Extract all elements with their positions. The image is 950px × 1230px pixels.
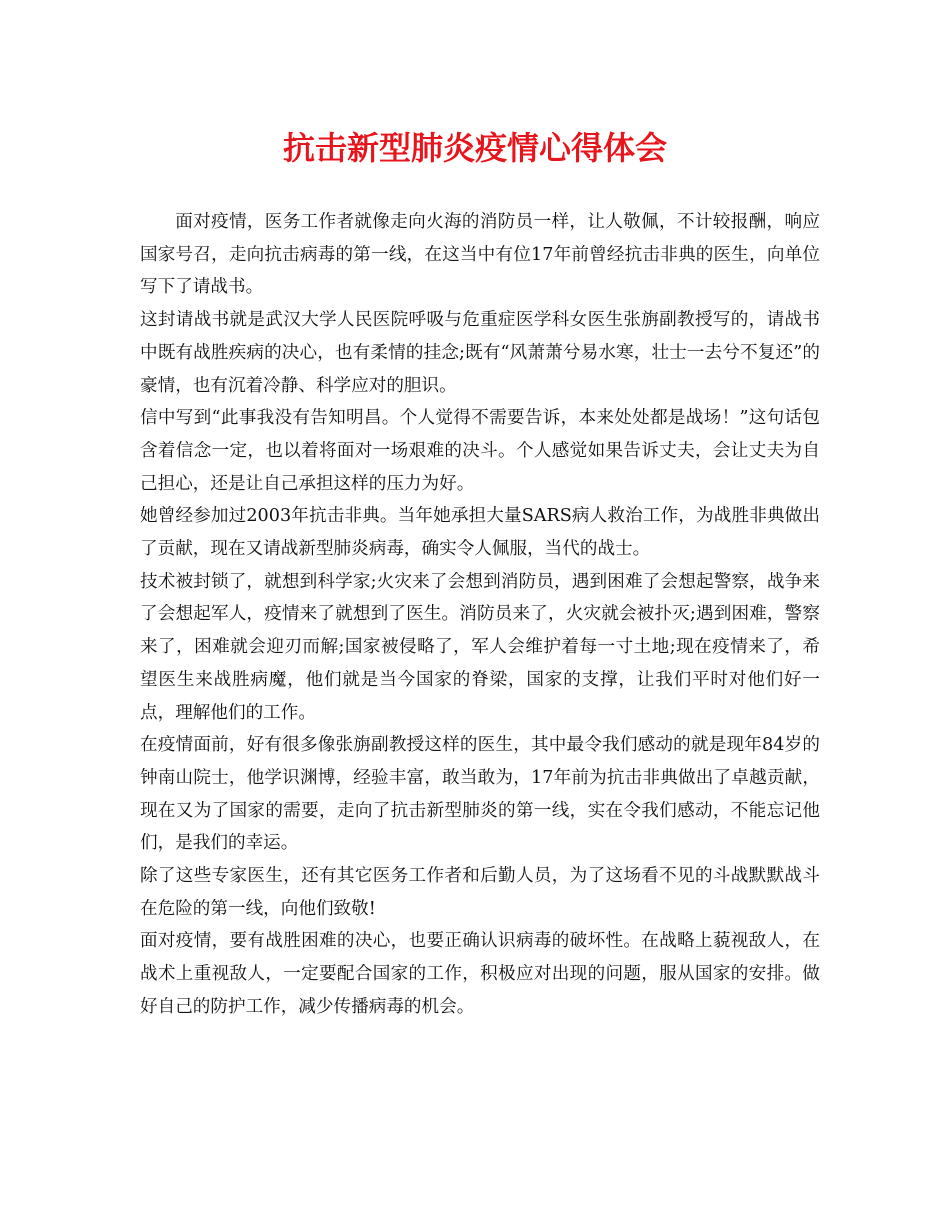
paragraph-2: 这封请战书就是武汉大学人民医院呼吸与危重症医学科女医生张旃副教授写的，请战书中既有战胜疾病的决心，也有柔情的挂念;既有“风萧萧兮易水寒，壮士一去兮不复还”的豪情，也有沉着冷静、科学应对的胆识。	[140, 310, 820, 396]
paragraph-6: 在疫情面前，好有很多像张旃副教授这样的医生，其中最令我们感动的就是现年84岁的钟南山院士，他学识渊博，经验丰富，敢当敢为，17年前为抗击非典做出了卓越贡献，现在又为了国家的需要，走向了抗击新型肺炎的第一线，实在令我们感动，不能忘记他们，是我们的幸运。	[140, 735, 820, 854]
paragraph-3: 信中写到“此事我没有告知明昌。个人觉得不需要告诉，本来处处都是战场！”这句话包含着信念一定，也以着将面对一场艰难的决斗。个人感觉如果告诉丈夫，会让丈夫为自己担心，还是让自己承担这样的压力为好。	[140, 408, 820, 494]
paragraph-1: 面对疫情，医务工作者就像走向火海的消防员一样，让人敬佩，不计较报酬，响应国家号召，走向抗击病毒的第一线，在这当中有位17年前曾经抗击非典的医生，向单位写下了请战书。	[140, 212, 820, 298]
document-title: 抗击新型肺炎疫情心得体会	[282, 129, 667, 167]
paragraph-5: 技术被封锁了，就想到科学家;火灾来了会想到消防员，遇到困难了会想起警察，战争来了会想起军人，疫情来了就想到了医生。消防员来了，火灾就会被扑灭;遇到困难，警察来了，困难就会迎刃而解;国家被侵略了，军人会维护着每一寸土地;现在疫情来了，希望医生来战胜病魔，他们就是当今国家的脊梁，国家的支撑，让我们平时对他们好一点，理解他们的工作。	[140, 571, 820, 723]
paragraph-8: 面对疫情，要有战胜困难的决心，也要正确认识病毒的破坏性。在战略上藐视敌人，在战术上重视敌人，一定要配合国家的工作，积极应对出现的问题，服从国家的安排。做好自己的防护工作，减少传播病毒的机会。	[140, 931, 820, 1017]
paragraph-4: 她曾经参加过2003年抗击非典。当年她承担大量SARS病人救治工作，为战胜非典做出了贡献，现在又请战新型肺炎病毒，确实令人佩服，当代的战士。	[140, 506, 820, 560]
paragraph-7: 除了这些专家医生，还有其它医务工作者和后勤人员，为了这场看不见的斗战默默战斗在危险的第一线，向他们致敬!	[140, 866, 820, 919]
document-body	[140, 206, 820, 1024]
